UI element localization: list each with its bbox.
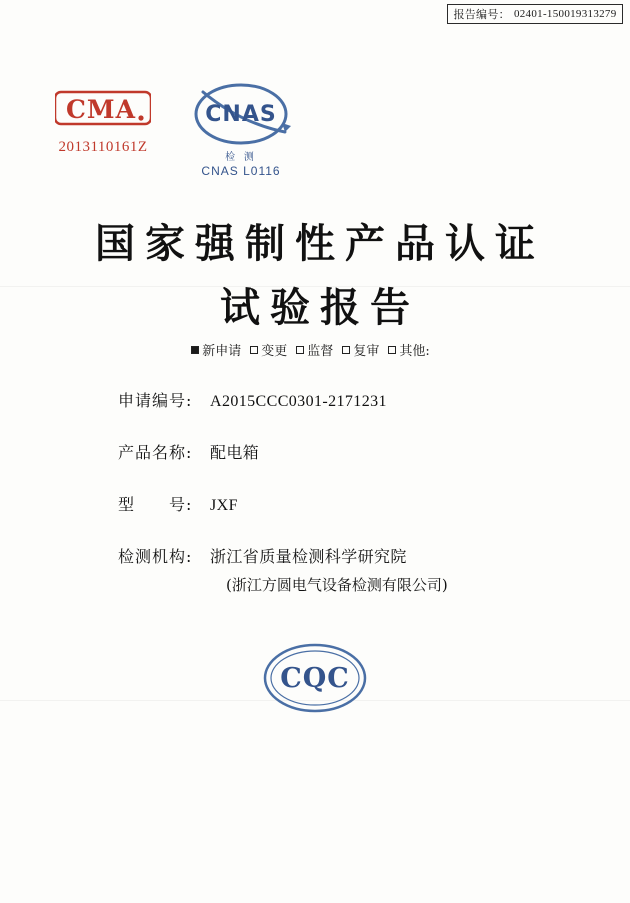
application-type-row — [0, 340, 630, 359]
report-number-value: 02401-150019313279 — [513, 8, 617, 20]
checkbox-icon[interactable] — [250, 346, 258, 354]
report-number-label: 报告编号： — [453, 9, 510, 21]
field-label: 型 号: — [118, 495, 193, 514]
document-field — [118, 544, 558, 567]
field-label: 检测机构: — [118, 547, 193, 566]
application-type-label: 其他: — [399, 344, 430, 359]
application-type-option[interactable] — [342, 340, 379, 359]
application-type-label: 变更 — [261, 344, 288, 359]
application-type-label: 新申请 — [202, 344, 242, 359]
document-field — [118, 492, 558, 515]
svg-text:CNAS: CNAS — [205, 102, 277, 127]
document-field — [118, 440, 558, 463]
field-value: JXF — [210, 497, 238, 514]
field-value: 配电箱 — [210, 443, 260, 462]
svg-text:CMA: CMA — [66, 95, 136, 124]
cnas-logo-block — [176, 78, 306, 178]
cma-icon — [55, 88, 151, 128]
page-title-line1: 国家强制性产品认证 — [95, 220, 545, 267]
application-type-label: 监督 — [307, 344, 334, 359]
field-label: 申请编号: — [118, 391, 193, 410]
report-number-box — [447, 4, 623, 24]
field-value: 浙江省质量检测科学研究院 — [210, 547, 407, 566]
cnas-icon — [185, 78, 297, 154]
page-title-line2: 试验报告 — [220, 284, 420, 331]
checkbox-icon[interactable] — [342, 346, 350, 354]
field-list — [118, 388, 558, 623]
application-type-option[interactable] — [191, 340, 241, 359]
field-label: 产品名称: — [118, 443, 193, 462]
cqc-seal — [0, 640, 630, 721]
field-value-secondary: (浙江方圆电气设备检测有限公司) — [226, 576, 448, 594]
checkbox-icon[interactable] — [388, 346, 396, 354]
application-type-option[interactable] — [296, 340, 333, 359]
checkbox-icon[interactable] — [191, 346, 199, 354]
application-type-option[interactable] — [250, 340, 287, 359]
application-type-option[interactable] — [388, 340, 429, 359]
svg-text:CQC: CQC — [280, 663, 350, 694]
checkbox-icon[interactable] — [296, 346, 304, 354]
cma-code: 2013110161Z — [58, 139, 148, 155]
cnas-code: CNAS L0116 — [201, 164, 281, 178]
cqc-seal-icon — [261, 640, 369, 716]
document-field — [118, 388, 558, 411]
field-value: A2015CCC0301-2171231 — [210, 393, 387, 410]
cma-logo-block — [38, 88, 168, 156]
cnas-sub-text: 检 测 — [225, 152, 257, 163]
application-type-label: 复审 — [353, 344, 380, 359]
